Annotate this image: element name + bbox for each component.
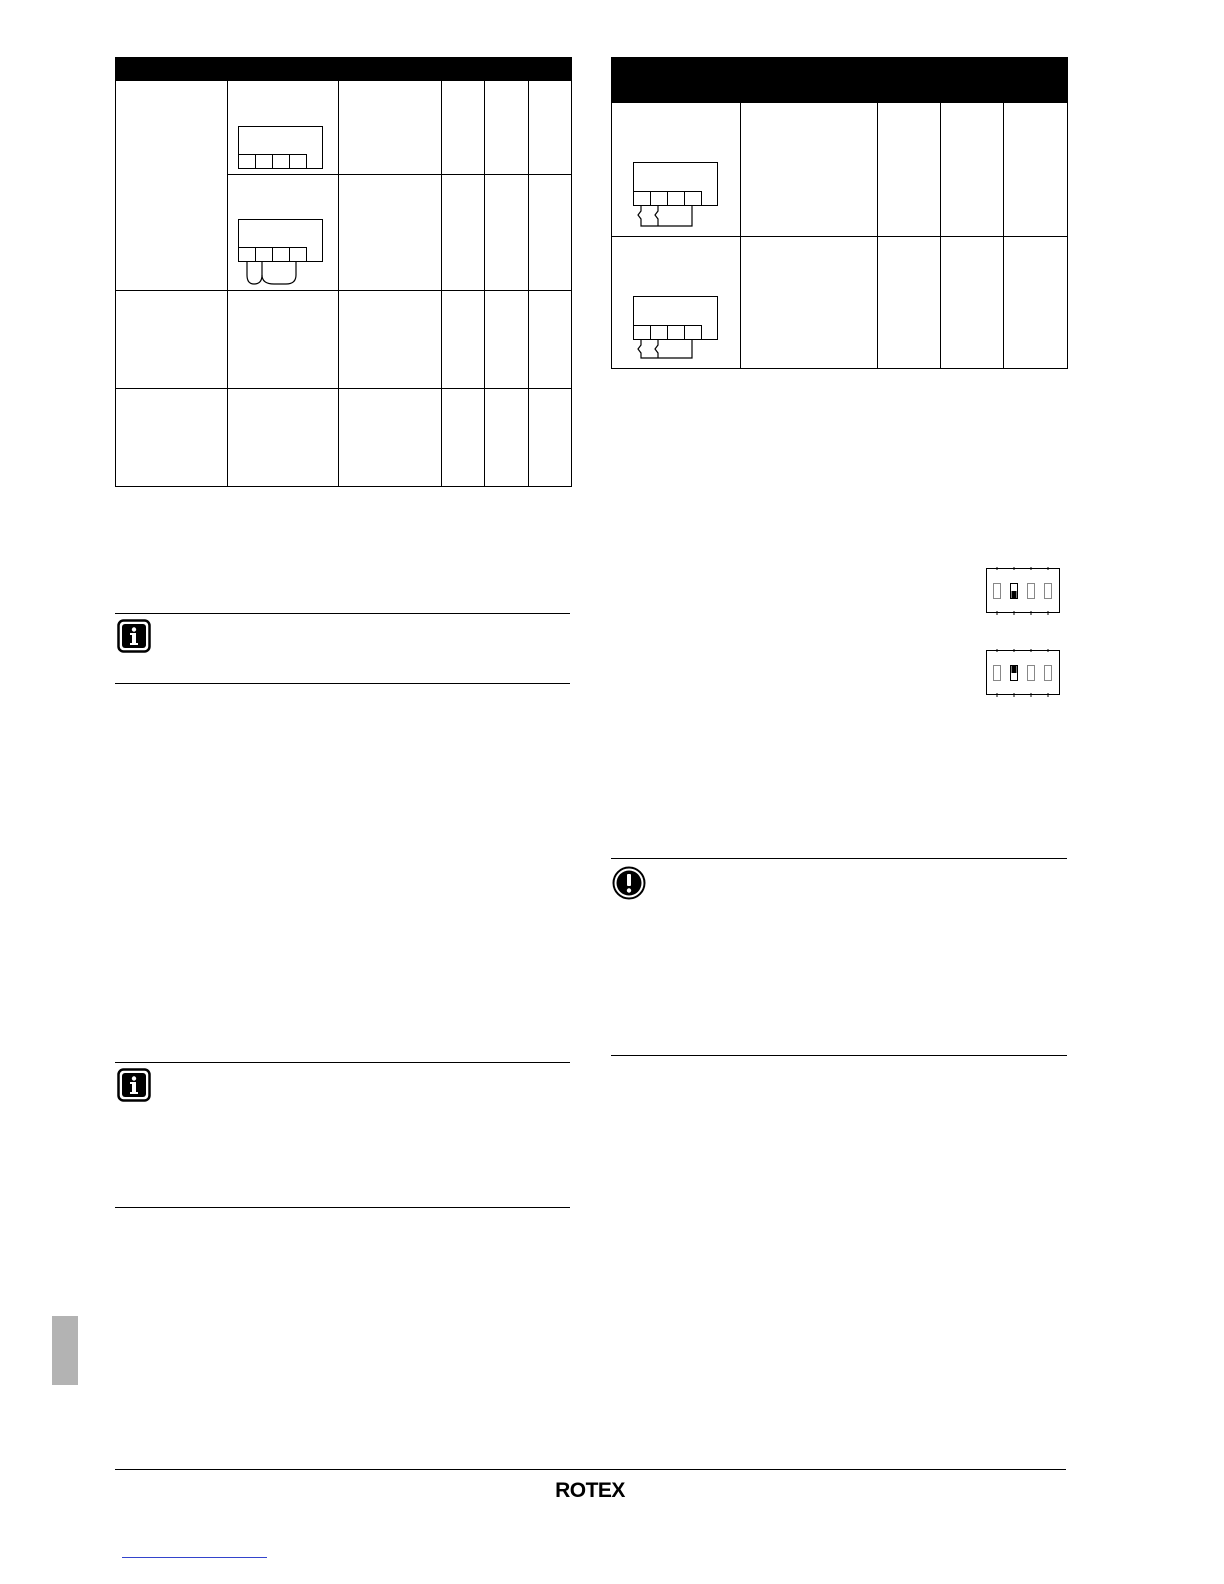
table-cell <box>529 81 572 175</box>
table-cell <box>339 175 442 291</box>
table-cell <box>741 103 878 237</box>
table-cell <box>941 103 1004 237</box>
table-cell <box>442 81 485 175</box>
note-divider <box>115 683 570 684</box>
table-cell <box>529 175 572 291</box>
table-cell <box>339 389 442 487</box>
table-cell <box>741 237 878 369</box>
exclamation-icon <box>612 866 646 900</box>
table-cell <box>941 237 1004 369</box>
dip-switch-icon <box>985 567 1061 615</box>
warning-divider <box>611 858 1067 859</box>
right-settings-table <box>611 57 1068 369</box>
dip-switch-icon <box>985 649 1061 697</box>
terminal-block-icon <box>612 103 741 237</box>
table-cell <box>339 291 442 389</box>
table-cell <box>485 175 529 291</box>
wiring-diagram-cell <box>612 103 741 237</box>
table-row <box>116 389 572 487</box>
note-divider <box>115 1207 570 1208</box>
table-cell <box>228 291 339 389</box>
info-icon <box>117 1068 151 1102</box>
table-row <box>612 103 1068 237</box>
left-table-header <box>116 58 572 81</box>
table-cell <box>485 81 529 175</box>
table-cell <box>1004 103 1068 237</box>
warning-divider <box>611 1055 1067 1056</box>
table-row <box>116 291 572 389</box>
info-icon <box>117 619 151 653</box>
table-cell <box>485 389 529 487</box>
note-divider <box>115 1062 570 1063</box>
wiring-diagram-cell <box>612 237 741 369</box>
terminal-block-icon <box>228 81 339 175</box>
left-settings-table <box>115 57 572 487</box>
table-cell <box>116 291 228 389</box>
table-cell <box>228 389 339 487</box>
table-cell <box>529 291 572 389</box>
table-cell <box>339 81 442 175</box>
table-cell <box>442 389 485 487</box>
brand-logo: ROTEX <box>555 1479 625 1502</box>
table-row <box>116 81 572 175</box>
table-cell <box>116 81 228 291</box>
table-cell <box>442 175 485 291</box>
table-cell <box>116 389 228 487</box>
table-cell <box>485 291 529 389</box>
table-cell <box>1004 237 1068 369</box>
terminal-block-icon <box>612 237 741 369</box>
footer-link-underline[interactable] <box>122 1557 267 1558</box>
terminal-block-icon <box>228 175 339 291</box>
footer-divider <box>115 1469 1066 1470</box>
right-table-header <box>612 58 1068 103</box>
wiring-diagram-cell <box>228 81 339 175</box>
table-row <box>612 237 1068 369</box>
table-cell <box>442 291 485 389</box>
chapter-side-tab <box>52 1316 78 1385</box>
table-cell <box>529 389 572 487</box>
wiring-diagram-cell <box>228 175 339 291</box>
table-cell <box>878 237 941 369</box>
table-cell <box>878 103 941 237</box>
note-divider <box>115 613 570 614</box>
